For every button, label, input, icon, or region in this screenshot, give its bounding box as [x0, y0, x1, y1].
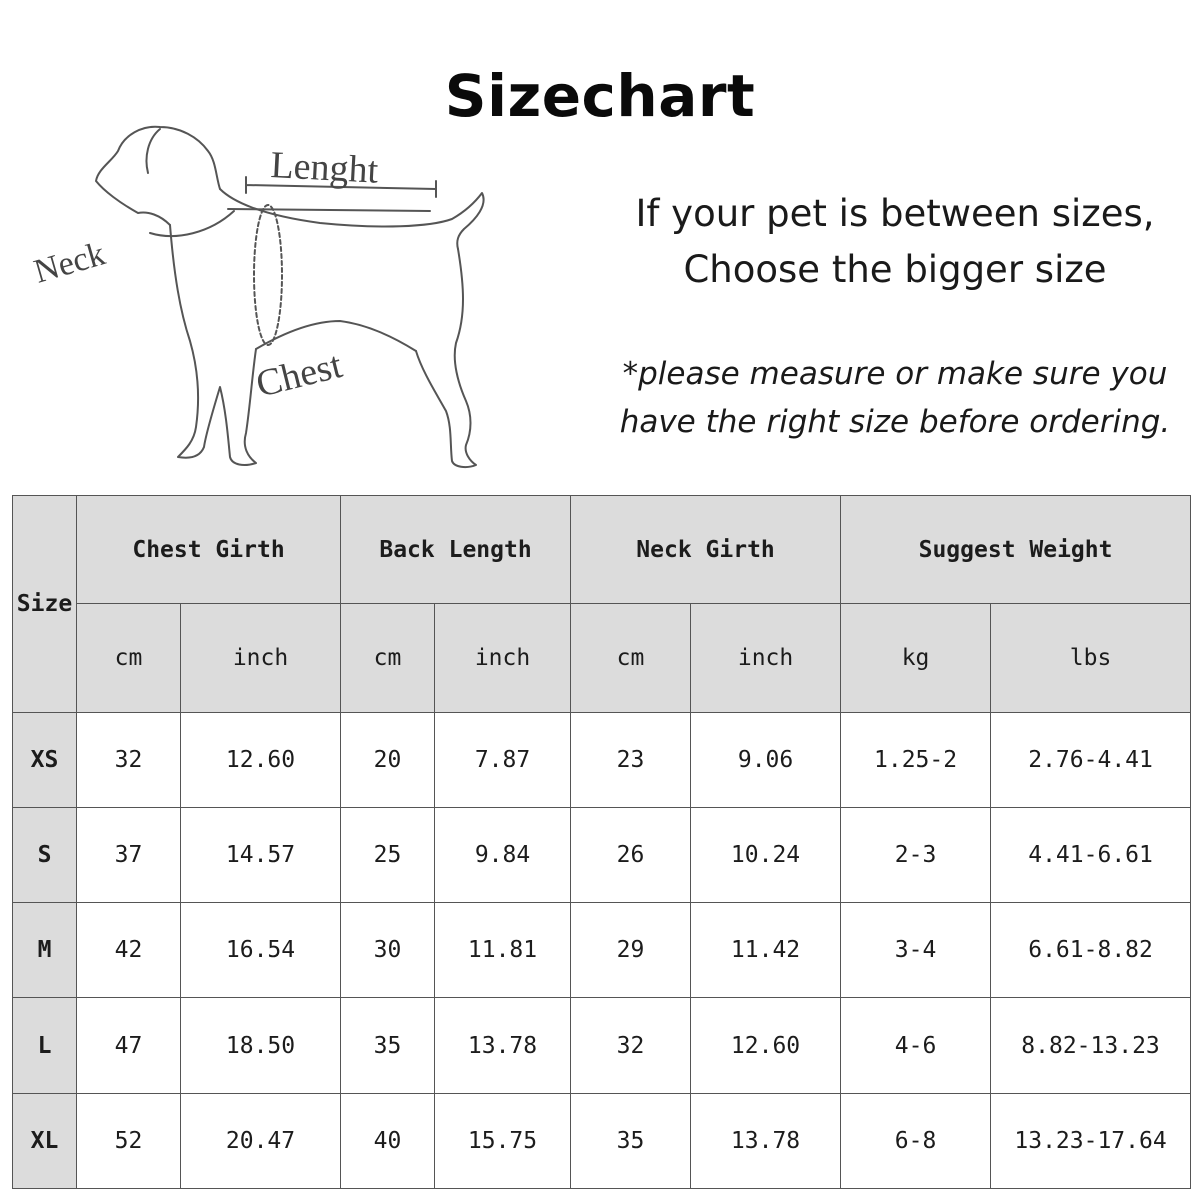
table-cell: 35 [341, 998, 435, 1093]
table-cell: 1.25-2 [841, 712, 991, 807]
table-cell: 20 [341, 712, 435, 807]
table-cell: 14.57 [181, 807, 341, 902]
table-cell: 9.06 [691, 712, 841, 807]
page-title: Sizechart [444, 62, 756, 130]
size-cell: XL [13, 1093, 77, 1188]
table-cell: 2-3 [841, 807, 991, 902]
sizing-advice [600, 186, 1190, 298]
table-cell: 47 [77, 998, 181, 1093]
table-cell: 25 [341, 807, 435, 902]
unit-header: kg [841, 604, 991, 712]
table-cell: 7.87 [435, 712, 571, 807]
table-cell: 2.76-4.41 [991, 712, 1191, 807]
table-cell: 11.42 [691, 903, 841, 998]
unit-header: inch [181, 604, 341, 712]
measure-disclaimer [600, 350, 1190, 446]
table-cell: 13.78 [435, 998, 571, 1093]
table-cell: 52 [77, 1093, 181, 1188]
measure-disclaimer-line-1: *please measure or make sure you [622, 356, 1168, 392]
unit-header: cm [571, 604, 691, 712]
sizing-advice-line-1: If your pet is between sizes, [635, 192, 1155, 235]
dog-head-outline [96, 127, 220, 225]
table-cell: 15.75 [435, 1093, 571, 1188]
table-row [13, 998, 1191, 1093]
table-row [13, 807, 1191, 902]
table-cell: 12.60 [181, 712, 341, 807]
table-cell: 4.41-6.61 [991, 807, 1191, 902]
group-header-suggest-weight: Suggest Weight [841, 496, 1191, 604]
size-cell: L [13, 998, 77, 1093]
table-cell: 29 [571, 903, 691, 998]
unit-header: lbs [991, 604, 1191, 712]
table-cell: 12.60 [691, 998, 841, 1093]
table-cell: 3-4 [841, 903, 991, 998]
size-cell: M [13, 903, 77, 998]
table-cell: 18.50 [181, 998, 341, 1093]
unit-header: cm [77, 604, 181, 712]
sizing-advice-line-2: Choose the bigger size [683, 248, 1107, 291]
size-cell: S [13, 807, 77, 902]
size-table [12, 495, 1191, 1189]
unit-header: inch [691, 604, 841, 712]
table-row [13, 903, 1191, 998]
dog-measurement-diagram [20, 115, 540, 485]
group-header-neck-girth: Neck Girth [571, 496, 841, 604]
table-cell: 32 [571, 998, 691, 1093]
table-cell: 32 [77, 712, 181, 807]
table-cell: 26 [571, 807, 691, 902]
size-header: Size [13, 496, 77, 713]
table-row [13, 712, 1191, 807]
chest-label: Chest [252, 344, 347, 406]
table-cell: 23 [571, 712, 691, 807]
chest-measure-loop [254, 205, 282, 345]
table-cell: 13.78 [691, 1093, 841, 1188]
table-cell: 20.47 [181, 1093, 341, 1188]
table-cell: 6-8 [841, 1093, 991, 1188]
table-cell: 16.54 [181, 903, 341, 998]
unit-header: cm [341, 604, 435, 712]
dog-front-leg-outline [170, 225, 256, 465]
table-row [13, 1093, 1191, 1188]
neck-label: Neck [30, 235, 110, 291]
unit-header: inch [435, 604, 571, 712]
table-cell: 10.24 [691, 807, 841, 902]
table-cell: 9.84 [435, 807, 571, 902]
table-cell: 11.81 [435, 903, 571, 998]
length-label: Lenght [269, 144, 380, 192]
dog-hind-leg-outline [416, 249, 476, 467]
size-cell: XS [13, 712, 77, 807]
group-header-chest-girth: Chest Girth [77, 496, 341, 604]
table-cell: 6.61-8.82 [991, 903, 1191, 998]
dog-ear-outline [147, 129, 161, 173]
table-cell: 40 [341, 1093, 435, 1188]
group-header-back-length: Back Length [341, 496, 571, 604]
table-cell: 30 [341, 903, 435, 998]
table-cell: 35 [571, 1093, 691, 1188]
table-cell: 4-6 [841, 998, 991, 1093]
table-cell: 37 [77, 807, 181, 902]
table-cell: 42 [77, 903, 181, 998]
table-cell: 8.82-13.23 [991, 998, 1191, 1093]
table-cell: 13.23-17.64 [991, 1093, 1191, 1188]
measure-disclaimer-line-2: have the right size before ordering. [619, 404, 1171, 440]
neck-measure-line [150, 211, 234, 236]
